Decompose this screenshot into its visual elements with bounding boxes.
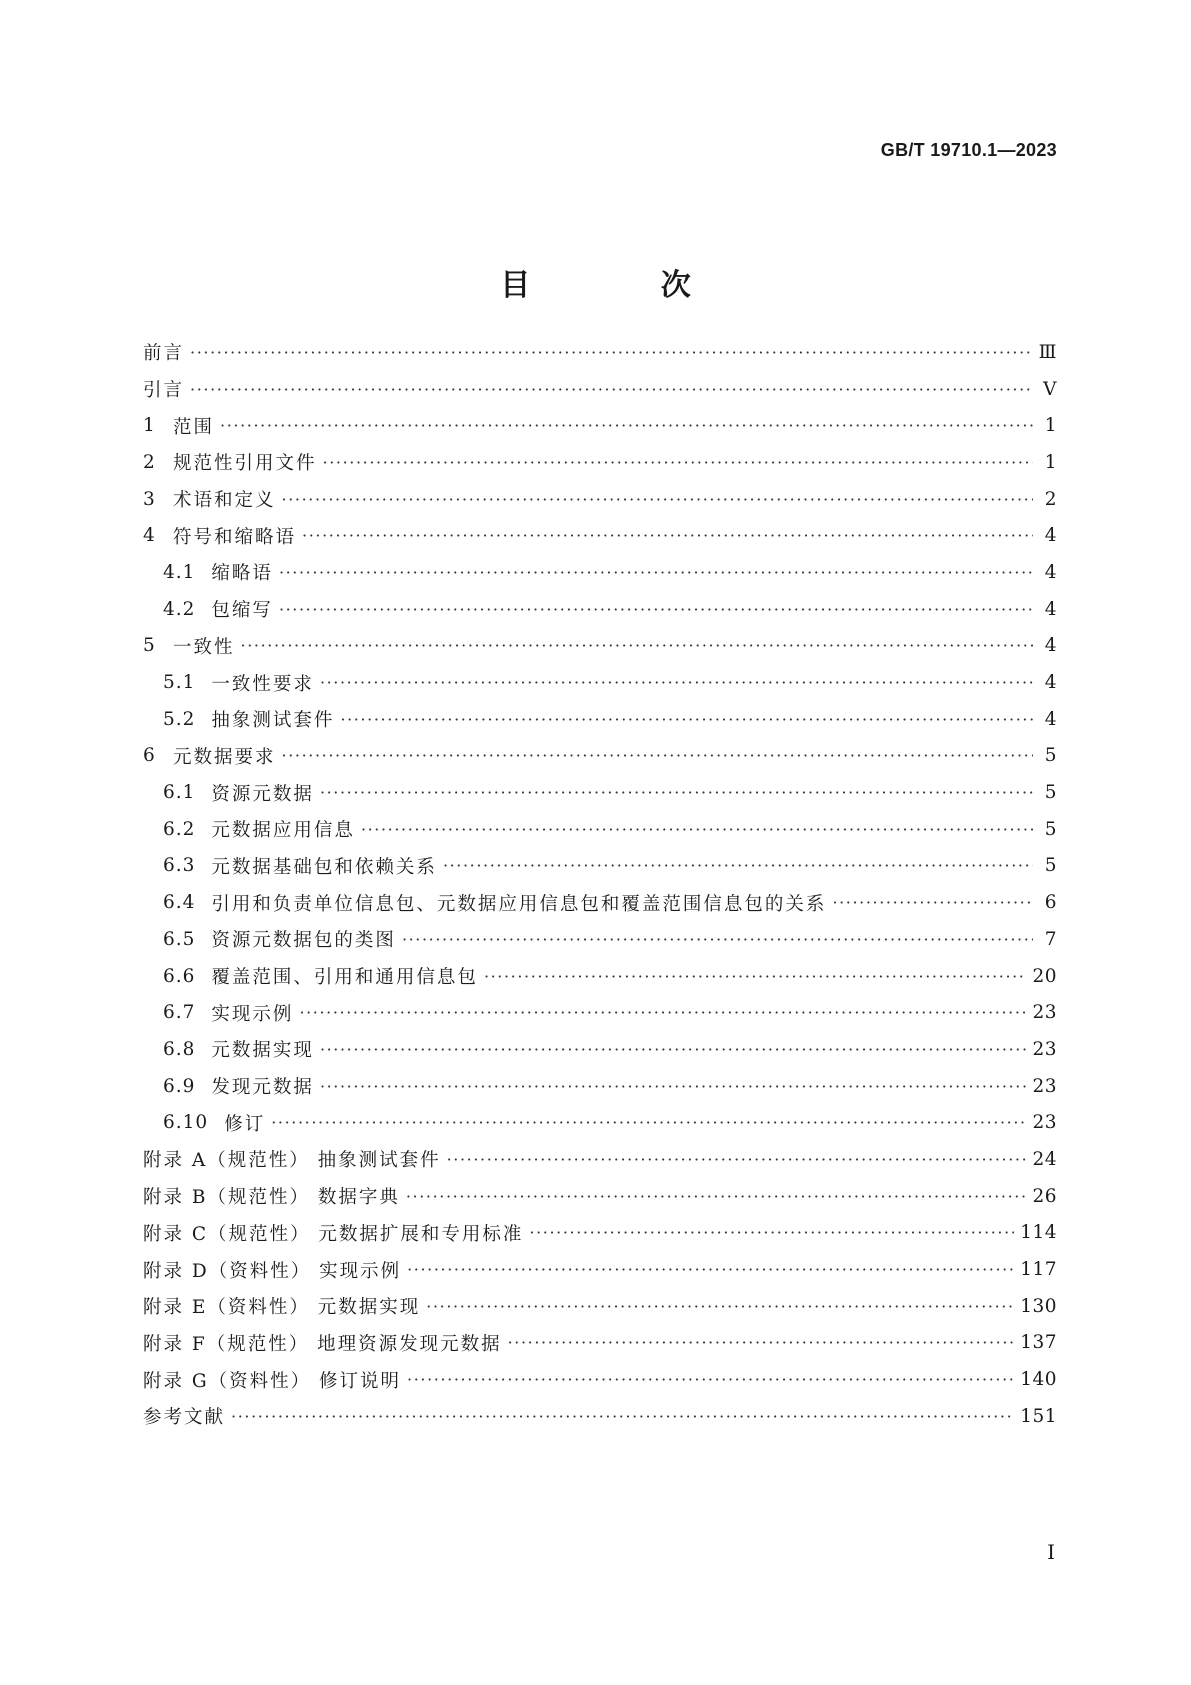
toc-entry-page: 24 [1032, 1148, 1057, 1170]
toc-entry-label: 符号和缩略语 [173, 526, 297, 548]
toc-entry-page: 4 [1044, 525, 1057, 547]
toc-entry-label: 覆盖范围、引用和通用信息包 [211, 967, 478, 989]
toc-entry-label: 附录 A（规范性） 抽象测试套件 [143, 1150, 441, 1172]
toc-entry-page: 23 [1032, 1075, 1057, 1097]
toc-entry-label: 抽象测试套件 [211, 710, 335, 732]
toc-entry-label: 引用和负责单位信息包、元数据应用信息包和覆盖范围信息包的关系 [211, 893, 827, 915]
toc-leader-dots [241, 636, 1033, 655]
toc-entry[interactable] [143, 591, 1057, 628]
toc-entry-page: 6 [1044, 892, 1057, 914]
toc-entry[interactable] [143, 444, 1057, 481]
toc-entry-label: 发现元数据 [211, 1077, 314, 1099]
toc-leader-dots [508, 1333, 1015, 1352]
toc-entry-page: 4 [1044, 708, 1057, 730]
toc-leader-dots [320, 1077, 1027, 1096]
toc-entry[interactable] [143, 407, 1057, 444]
toc-entry[interactable] [143, 811, 1057, 848]
toc-leader-dots [320, 1040, 1027, 1059]
toc-leader-dots [402, 930, 1033, 949]
toc-entry-label: 附录 F（规范性） 地理资源发现元数据 [143, 1333, 502, 1355]
toc-entry-label: 实现示例 [211, 1003, 294, 1025]
toc-entry-page: 117 [1020, 1259, 1057, 1281]
toc-entry-number: 2 [143, 451, 156, 473]
toc-entry-label: 资源元数据包的类图 [211, 930, 396, 952]
toc-entry-number: 6.1 [163, 782, 196, 804]
toc-entry-label: 附录 D（资料性） 实现示例 [143, 1260, 402, 1282]
toc-entry[interactable] [143, 701, 1057, 738]
toc-entry-label: 元数据应用信息 [211, 820, 355, 842]
toc-entry[interactable] [143, 1215, 1057, 1252]
toc-entry-page: 4 [1044, 561, 1057, 583]
toc-entry-page: 23 [1032, 1038, 1057, 1060]
toc-entry-number: 6.9 [163, 1075, 196, 1097]
toc-entry[interactable] [143, 738, 1057, 775]
toc-leader-dots [406, 1187, 1027, 1206]
toc-leader-dots [340, 710, 1033, 729]
toc-entry[interactable] [143, 1104, 1057, 1141]
toc-entry[interactable] [143, 994, 1057, 1031]
toc-entry-number: 6.10 [163, 1112, 209, 1134]
toc-leader-dots [271, 1113, 1026, 1132]
toc-entry[interactable] [143, 1178, 1057, 1215]
toc-leader-dots [279, 600, 1033, 619]
toc-leader-dots [484, 967, 1027, 986]
toc-leader-dots [282, 746, 1033, 765]
toc-entry[interactable] [143, 517, 1057, 554]
toc-leader-dots [447, 1150, 1027, 1169]
toc-entry-page: 1 [1044, 451, 1057, 473]
toc-entry-number: 4.1 [163, 561, 196, 583]
toc-entry[interactable] [143, 334, 1057, 371]
toc-entry-number: 6.6 [163, 965, 196, 987]
toc-entry-number: 6.5 [163, 928, 196, 950]
toc-entry-label: 缩略语 [211, 563, 273, 585]
toc-entry-label: 一致性 [173, 636, 235, 658]
page-title: 目 次 [500, 268, 751, 304]
toc-entry-page: 5 [1044, 818, 1057, 840]
toc-entry[interactable] [143, 1361, 1057, 1398]
toc-entry-page: 5 [1044, 782, 1057, 804]
toc-leader-dots [323, 453, 1033, 472]
standard-code: GB/T 19710.1—2023 [880, 140, 1057, 160]
toc-entry-page: 140 [1020, 1369, 1057, 1391]
toc-entry-page: Ⅲ [1038, 341, 1057, 363]
toc-entry-label: 修订 [224, 1113, 266, 1135]
toc-entry-page: 5 [1044, 745, 1057, 767]
toc-entry[interactable] [143, 554, 1057, 591]
table-of-contents [143, 334, 1057, 1435]
toc-entry[interactable] [143, 664, 1057, 701]
toc-entry-page: 7 [1044, 928, 1057, 950]
toc-leader-dots [832, 893, 1033, 912]
toc-entry[interactable] [143, 1251, 1057, 1288]
toc-entry[interactable] [143, 371, 1057, 408]
toc-entry-label: 附录 C（规范性） 元数据扩展和专用标准 [143, 1223, 524, 1245]
toc-entry[interactable] [143, 884, 1057, 921]
toc-entry-label: 前言 [143, 343, 185, 365]
toc-leader-dots [407, 1260, 1014, 1279]
toc-entry-label: 引言 [143, 380, 185, 402]
toc-entry-label: 附录 G（资料性） 修订说明 [143, 1370, 402, 1392]
toc-entry-number: 6.3 [163, 855, 196, 877]
toc-entry[interactable] [143, 1288, 1057, 1325]
toc-entry-label: 范围 [173, 416, 215, 438]
toc-leader-dots [220, 416, 1033, 435]
toc-entry-page: 20 [1032, 965, 1057, 987]
toc-entry[interactable] [143, 958, 1057, 995]
toc-leader-dots [190, 380, 1033, 399]
toc-entry[interactable] [143, 628, 1057, 665]
toc-entry-number: 6 [143, 745, 156, 767]
toc-leader-dots [529, 1223, 1014, 1242]
toc-entry-page: 151 [1020, 1405, 1057, 1427]
toc-leader-dots [443, 856, 1033, 875]
toc-entry[interactable] [143, 1068, 1057, 1105]
toc-leader-dots [320, 783, 1033, 802]
toc-entry[interactable] [143, 848, 1057, 885]
toc-entry-label: 包缩写 [211, 600, 273, 622]
toc-entry-number: 6.8 [163, 1038, 196, 1060]
toc-entry[interactable] [143, 481, 1057, 518]
toc-entry[interactable] [143, 1141, 1057, 1178]
toc-entry-page: 4 [1044, 598, 1057, 620]
toc-leader-dots [190, 343, 1033, 362]
toc-entry-number: 5.2 [163, 708, 196, 730]
toc-entry-page: 130 [1020, 1295, 1057, 1317]
toc-entry-label: 元数据基础包和依赖关系 [211, 856, 437, 878]
toc-entry[interactable] [143, 1325, 1057, 1362]
toc-entry-label: 规范性引用文件 [173, 453, 317, 475]
toc-entry[interactable] [143, 774, 1057, 811]
toc-entry-number: 4 [143, 525, 156, 547]
toc-entry-page: 2 [1044, 488, 1057, 510]
toc-entry-page: 23 [1032, 1002, 1057, 1024]
toc-entry-label: 附录 B（规范性） 数据字典 [143, 1187, 400, 1209]
toc-entry-page: Ⅴ [1043, 378, 1057, 400]
toc-entry-number: 6.7 [163, 1002, 196, 1024]
toc-entry-label: 资源元数据 [211, 783, 314, 805]
toc-entry-page: 5 [1044, 855, 1057, 877]
toc-entry[interactable] [143, 1031, 1057, 1068]
toc-leader-dots [231, 1407, 1014, 1426]
toc-entry-page: 4 [1044, 672, 1057, 694]
toc-entry-label: 元数据实现 [211, 1040, 314, 1062]
toc-entry-number: 5.1 [163, 672, 196, 694]
toc-entry-number: 6.4 [163, 892, 196, 914]
toc-leader-dots [361, 820, 1033, 839]
toc-entry-page: 137 [1020, 1332, 1057, 1354]
toc-leader-dots [282, 490, 1033, 509]
toc-entry[interactable] [143, 1398, 1057, 1435]
toc-leader-dots [302, 526, 1033, 545]
toc-entry-label: 元数据要求 [173, 746, 276, 768]
toc-entry-label: 术语和定义 [173, 490, 276, 512]
toc-leader-dots [279, 563, 1033, 582]
toc-entry-number: 1 [143, 415, 156, 437]
toc-leader-dots [299, 1003, 1026, 1022]
toc-entry-label: 参考文献 [143, 1407, 226, 1429]
toc-entry-page: 4 [1044, 635, 1057, 657]
toc-entry-number: 4.2 [163, 598, 196, 620]
toc-entry-page: 114 [1020, 1222, 1057, 1244]
toc-leader-dots [426, 1297, 1014, 1316]
toc-entry[interactable] [143, 921, 1057, 958]
toc-entry-label: 一致性要求 [211, 673, 314, 695]
toc-entry-label: 附录 E（资料性） 元数据实现 [143, 1297, 421, 1319]
toc-leader-dots [407, 1370, 1014, 1389]
toc-entry-page: 23 [1032, 1112, 1057, 1134]
toc-entry-number: 5 [143, 635, 156, 657]
toc-entry-number: 3 [143, 488, 156, 510]
page-number: Ⅰ [1047, 1540, 1055, 1564]
toc-entry-page: 26 [1032, 1185, 1057, 1207]
toc-entry-number: 6.2 [163, 818, 196, 840]
toc-entry-page: 1 [1044, 415, 1057, 437]
toc-leader-dots [320, 673, 1033, 692]
